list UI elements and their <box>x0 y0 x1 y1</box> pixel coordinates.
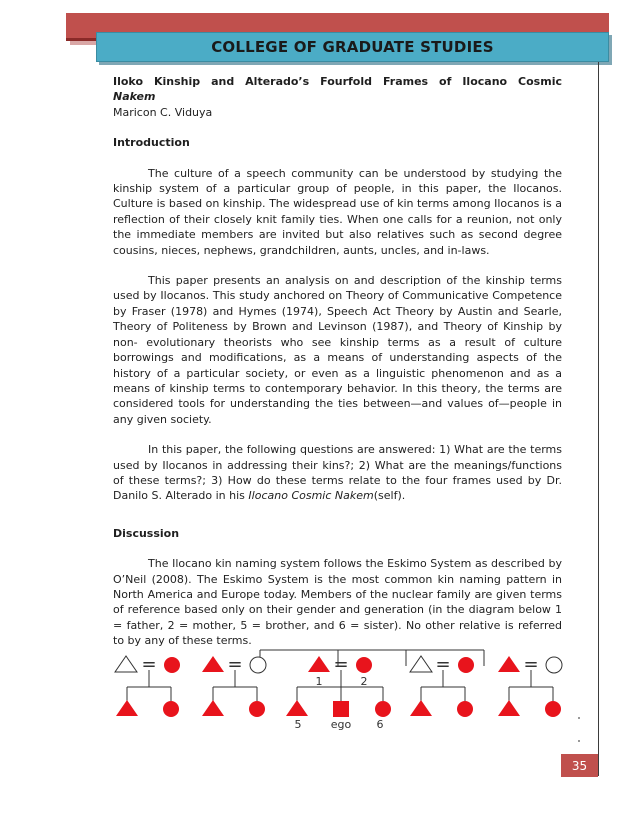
stray-dot <box>578 740 580 742</box>
triangle-red <box>498 700 520 716</box>
intro-p3-text-b: (self). <box>373 489 406 503</box>
ego-label: ego <box>330 718 352 730</box>
ego-square <box>333 701 349 717</box>
circle-red <box>249 701 265 717</box>
page-number: 35 <box>561 754 598 777</box>
intro-paragraph-2: This paper presents an analysis on and description of the kinship terms used by Ilocanos. This study anchored on Theory of Communicative Competence by Fraser (1978) and Hymes (1974), Speech Act Theory by Austin and Searle, Theory of Politeness by Brown and Levinson (1987), and Theory of Kinship by non- evolutionary theorists who see kinship terms as a result of culture borrowings and modifications, as a means of understanding aspects of the history of a particular society, or even as a linguistic phenomenon and as a means of kinship terms to contemporary behavior. In this theory, the terms are considered tools for understanding the ties between—and values of—people in any given society. <box>113 274 562 426</box>
equal-sign: = <box>435 654 451 675</box>
circle-outline <box>546 657 562 673</box>
intro-paragraph-1: The culture of a speech community can be understood by studying the kinship system of a particular group of people, in this paper, the Ilocanos. Culture is based on kinship. The widespread use of kin terms among Ilocanos is a reflection of their closely knit family ties. When one calls for a reunion, not only the immediate members are invited but also relatives such as second degree cousins, nieces, nephews, grandchildren, aunts, uncles, and in-laws. <box>113 166 562 257</box>
discussion-heading: Discussion <box>113 526 180 540</box>
page-header <box>96 32 609 62</box>
triangle-outline <box>115 656 137 672</box>
article-title-line2: Nakem <box>113 90 156 104</box>
circle-red <box>545 701 561 717</box>
triangle-outline <box>410 656 432 672</box>
mother-circle <box>356 657 372 673</box>
article-body <box>113 74 562 649</box>
sister-label: 6 <box>376 718 384 730</box>
article-title-line1: Iloko Kinship and Alterado’s Fourfold Frames of Ilocano Cosmic <box>113 75 562 88</box>
triangle-red <box>116 700 138 716</box>
circle-red <box>457 701 473 717</box>
father-triangle <box>308 656 330 672</box>
kinship-diagram <box>112 648 572 730</box>
mother-label: 2 <box>360 675 368 688</box>
discussion-paragraph-1: The Ilocano kin naming system follows the Eskimo System as described by O’Neil (2008). The Eskimo System is the most common kin naming pattern in North America and Europe today. Members of the nuclear family are given terms of reference based only on their gender and generation (in the diagram below 1 = father, 2 = mother, 5 = brother, and 6 = sister). No other relative is referred to by any of these terms. <box>113 557 562 648</box>
article-author: Maricon C. Viduya <box>113 105 213 119</box>
intro-p3-text-a: In this paper, the following questions are answered: 1) What are the terms used by Ilocanos in addressing their kins?; 2) What are the meanings/functions of these terms?; 3) How do these terms relate to the four frames used by Dr. Danilo S. Alterado in his <box>113 443 562 503</box>
right-margin-rule <box>598 62 599 776</box>
circle-outline <box>250 657 266 673</box>
circle-red <box>164 657 180 673</box>
sister-circle <box>375 701 391 717</box>
equal-sign: = <box>523 654 539 675</box>
stray-dot <box>578 717 580 719</box>
introduction-heading: Introduction <box>113 136 190 150</box>
brother-triangle <box>286 700 308 716</box>
intro-p3-italic: Ilocano Cosmic Nakem <box>248 489 374 503</box>
equal-sign: = <box>227 654 243 675</box>
header-title: COLLEGE OF GRADUATE STUDIES <box>211 38 494 56</box>
triangle-red <box>410 700 432 716</box>
triangle-red <box>202 656 224 672</box>
brother-label: 5 <box>294 718 302 730</box>
father-label: 1 <box>315 675 323 688</box>
equal-sign: = <box>333 654 349 675</box>
equal-sign: = <box>141 654 157 675</box>
circle-red <box>458 657 474 673</box>
circle-red <box>163 701 179 717</box>
intro-paragraph-3 <box>113 442 562 504</box>
triangle-red <box>498 656 520 672</box>
triangle-red <box>202 700 224 716</box>
